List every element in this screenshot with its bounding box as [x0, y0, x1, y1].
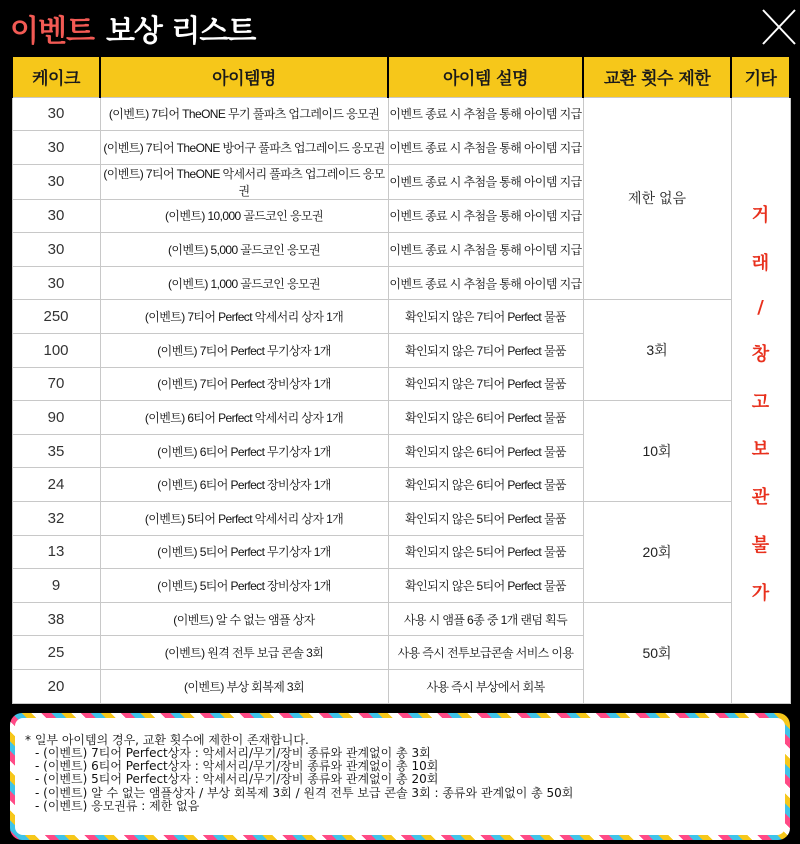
cake-cost: 100: [12, 334, 100, 368]
cake-cost: 250: [12, 300, 100, 334]
etc-note-cell: [731, 97, 790, 703]
item-description: 확인되지 않은 6티어 Perfect 물품: [388, 434, 583, 468]
item-description: 사용 즉시 부상에서 회복: [388, 670, 583, 704]
cake-cost: 13: [12, 535, 100, 569]
item-description: 확인되지 않은 5티어 Perfect 물품: [388, 569, 583, 603]
reward-table-container: [11, 57, 789, 707]
header-item-name: 아이템명: [100, 57, 388, 97]
cake-cost: 90: [12, 401, 100, 435]
item-description: 확인되지 않은 7티어 Perfect 물품: [388, 300, 583, 334]
cake-cost: 20: [12, 670, 100, 704]
item-name: (이벤트) 5,000 골드코인 응모권: [100, 233, 388, 267]
cake-cost: 32: [12, 502, 100, 536]
item-name: (이벤트) 부상 회복제 3회: [100, 670, 388, 704]
etc-note-char: 불: [751, 535, 770, 557]
cake-cost: 25: [12, 636, 100, 670]
item-description: 이벤트 종료 시 추첨을 통해 아이템 지급: [388, 266, 583, 300]
item-description: 확인되지 않은 7티어 Perfect 물품: [388, 367, 583, 401]
item-description: 사용 즉시 전투보급콘솔 서비스 이용: [388, 636, 583, 670]
exchange-limit: 20회: [583, 502, 731, 603]
notes-line: - (이벤트) 6티어 Perfect상자 : 악세서리/무기/장비 종류와 관계없이 총 10회: [35, 759, 439, 774]
item-name: (이벤트) 5티어 Perfect 장비상자 1개: [100, 569, 388, 603]
notes-line: - (이벤트) 5티어 Perfect상자 : 악세서리/무기/장비 종류와 관계없이 총 20회: [35, 772, 439, 787]
page-title: [10, 6, 255, 50]
header-cake: 케이크: [12, 57, 100, 97]
table-row: [12, 502, 790, 536]
etc-note-char: 거: [751, 205, 770, 227]
cake-cost: 30: [12, 266, 100, 300]
notes-line: - (이벤트) 응모권류 : 제한 없음: [35, 798, 200, 813]
cake-cost: 30: [12, 131, 100, 165]
notes-panel: [10, 713, 790, 840]
item-description: 이벤트 종료 시 추첨을 통해 아이템 지급: [388, 164, 583, 199]
cake-cost: 38: [12, 602, 100, 636]
notes-line: - (이벤트) 7티어 Perfect상자 : 악세서리/무기/장비 종류와 관계없이 총 3회: [35, 746, 431, 760]
item-name: (이벤트) 7티어 Perfect 무기상자 1개: [100, 334, 388, 368]
table-row: [12, 300, 790, 334]
cake-cost: 30: [12, 164, 100, 199]
exchange-limit: 50회: [583, 602, 731, 703]
item-name: (이벤트) 원격 전투 보급 콘솔 3회: [100, 636, 388, 670]
item-name: (이벤트) 5티어 Perfect 악세서리 상자 1개: [100, 502, 388, 536]
exchange-limit: 3회: [583, 300, 731, 401]
etc-note-char: 보: [751, 439, 770, 461]
item-name: (이벤트) 7티어 Perfect 장비상자 1개: [100, 367, 388, 401]
etc-note-char: 고: [751, 391, 770, 413]
notes-line: - (이벤트) 알 수 없는 앰플상자 / 부상 회복제 3회 / 원격 전투 보급 콘솔 3회 : 종류와 관계없이 총 50회: [35, 785, 574, 800]
table-row: [12, 401, 790, 435]
close-button[interactable]: [761, 8, 797, 46]
item-description: 이벤트 종료 시 추첨을 통해 아이템 지급: [388, 199, 583, 233]
item-name: (이벤트) 7티어 Perfect 악세서리 상자 1개: [100, 300, 388, 334]
item-name: (이벤트) 1,000 골드코인 응모권: [100, 266, 388, 300]
header-etc: 기타: [731, 57, 790, 97]
table-row: [12, 602, 790, 636]
item-name: (이벤트) 6티어 Perfect 장비상자 1개: [100, 468, 388, 502]
item-name: (이벤트) 10,000 골드코인 응모권: [100, 199, 388, 233]
item-name: (이벤트) 6티어 Perfect 무기상자 1개: [100, 434, 388, 468]
notes-content: [15, 718, 785, 835]
header-item-desc: 아이템 설명: [388, 57, 583, 97]
item-name: (이벤트) 6티어 Perfect 악세서리 상자 1개: [100, 401, 388, 435]
item-name: (이벤트) 5티어 Perfect 무기상자 1개: [100, 535, 388, 569]
title-bar: [0, 0, 800, 56]
cake-cost: 30: [12, 199, 100, 233]
cake-cost: 24: [12, 468, 100, 502]
cake-cost: 35: [12, 434, 100, 468]
etc-note-stack: [732, 195, 790, 605]
notes-heading: * 일부 아이템의 경우, 교환 횟수에 제한이 존재합니다.: [25, 733, 309, 747]
cake-cost: 70: [12, 367, 100, 401]
notes-list: [25, 747, 775, 813]
item-name: (이벤트) 알 수 없는 앰플 상자: [100, 602, 388, 636]
title-text: 보상 리스트: [105, 14, 256, 49]
exchange-limit: 10회: [583, 401, 731, 502]
title-accent: 이벤트: [10, 14, 94, 49]
header-exchange-limit: 교환 횟수 제한: [583, 57, 731, 97]
item-description: 확인되지 않은 5티어 Perfect 물품: [388, 502, 583, 536]
exchange-limit: 제한 없음: [583, 97, 731, 300]
item-description: 이벤트 종료 시 추첨을 통해 아이템 지급: [388, 97, 583, 131]
item-description: 확인되지 않은 6티어 Perfect 물품: [388, 401, 583, 435]
item-name: (이벤트) 7티어 TheONE 악세서리 풀파츠 업그레이드 응모권: [100, 164, 388, 199]
cake-cost: 30: [12, 97, 100, 131]
table-body: [12, 97, 790, 703]
close-icon: [761, 8, 797, 46]
item-description: 이벤트 종료 시 추첨을 통해 아이템 지급: [388, 233, 583, 267]
etc-note-char: /: [757, 296, 764, 318]
etc-note-char: 창: [751, 343, 770, 365]
item-description: 사용 시 앰플 6종 중 1개 랜덤 획득: [388, 602, 583, 636]
etc-note-char: 가: [751, 583, 770, 605]
etc-note-char: 래: [751, 252, 770, 274]
cake-cost: 30: [12, 233, 100, 267]
reward-table: [11, 57, 791, 704]
item-description: 확인되지 않은 7티어 Perfect 물품: [388, 334, 583, 368]
etc-note-char: 관: [751, 487, 770, 509]
item-description: 이벤트 종료 시 추첨을 통해 아이템 지급: [388, 131, 583, 165]
table-header-row: [12, 57, 790, 97]
table-row: [12, 97, 790, 131]
item-name: (이벤트) 7티어 TheONE 방어구 풀파츠 업그레이드 응모권: [100, 131, 388, 165]
item-description: 확인되지 않은 5티어 Perfect 물품: [388, 535, 583, 569]
item-name: (이벤트) 7티어 TheONE 무기 풀파츠 업그레이드 응모권: [100, 97, 388, 131]
item-description: 확인되지 않은 6티어 Perfect 물품: [388, 468, 583, 502]
cake-cost: 9: [12, 569, 100, 603]
